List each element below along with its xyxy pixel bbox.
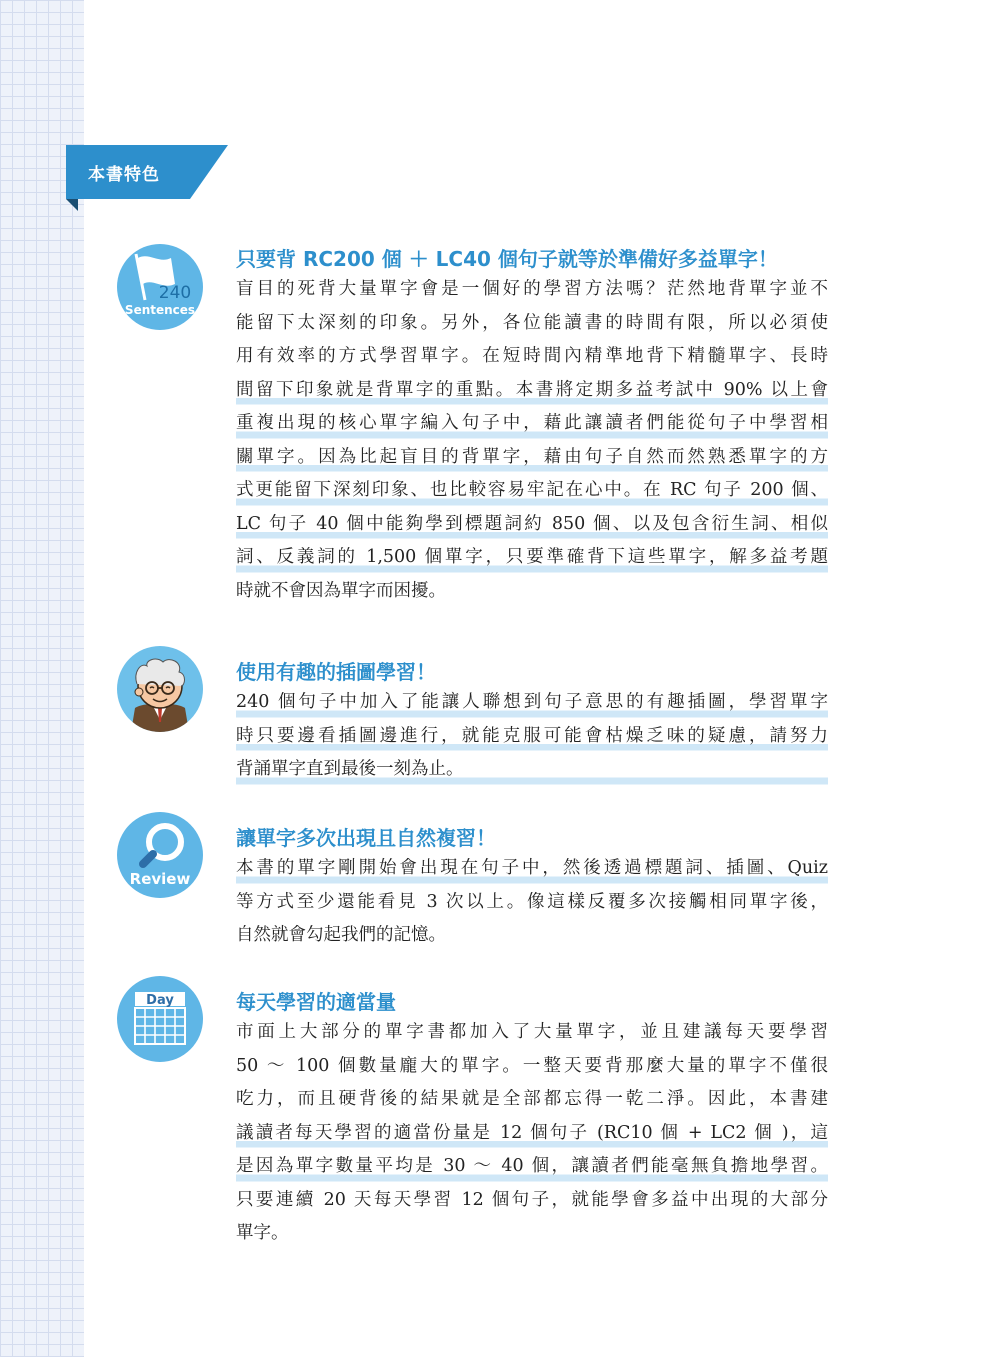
section-body	[236, 852, 828, 953]
body-line: 吃力，而且硬背後的結果就是全部都忘得一乾二淨。因此，本書建	[236, 1089, 828, 1109]
body-line: 只要連續 20 天每天學習 12 個句子，就能學會多益中出現的大部分	[236, 1189, 828, 1210]
body-line: 能留下太深刻的印象。另外，各位能讀書的時間有限，所以必須使	[236, 312, 828, 333]
body-line-highlighted: 重複出現的核心單字編入句子中，藉此讓讀者們能從句子中學習相	[236, 407, 828, 441]
body-line-highlighted: 是因為單字數量平均是 30 ～ 40 個，讓讀者們能毫無負擔地學習。	[236, 1150, 828, 1184]
body-line-highlighted: 時只要邊看插圖邊進行，就能克服可能會枯燥乏味的疑慮，請努力	[236, 720, 828, 754]
magnifier-icon	[117, 812, 203, 898]
icon-caption: Day	[146, 993, 174, 1008]
tab-label: 本書特色	[88, 165, 160, 185]
section-body	[236, 1016, 828, 1251]
body-line: 單字。	[236, 1223, 289, 1243]
icon-number: 240	[158, 283, 192, 303]
body-line-highlighted: 本書的單字剛開始會出現在句子中，然後透過標題詞、插圖、Quiz	[236, 852, 828, 886]
body-line: 時就不會因為單字而困擾。	[236, 580, 446, 601]
body-line: 等方式至少還能看見 3 次以上。像這樣反覆多次接觸相同單字後，	[236, 891, 828, 912]
body-line-highlighted: 間留下印象就是背單字的重點。本書將定期多益考試中 90% 以上會	[236, 374, 828, 408]
body-line-highlighted: 式更能留下深刻印象、也比較容易牢記在心中。在 RC 句子 200 個、	[236, 474, 828, 508]
section-title: 只要背 RC200 個 ＋ LC40 個句子就等於準備好多益單字！	[236, 247, 778, 271]
flag-icon	[117, 244, 203, 330]
icon-caption: Review	[129, 870, 191, 888]
body-line: 用有效率的方式學習單字。在短時間內精準地背下精髓單字、長時	[236, 346, 828, 366]
section-body	[236, 686, 828, 787]
body-line: 盲目的死背大量單字會是一個好的學習方法嗎？茫然地背單字並不	[236, 279, 828, 299]
body-line: 市面上大部分的單字書都加入了大量單字，並且建議每天要學習	[236, 1022, 828, 1042]
body-line-highlighted: 關單字。因為比起盲目的背單字，藉由句子自然而然熟悉單字的方	[236, 441, 828, 475]
body-line: 50 ～ 100 個數量龐大的單字。一整天要背那麼大量的單字不僅很	[236, 1055, 828, 1076]
body-line-highlighted: LC 句子 40 個中能夠學到標題詞約 850 個、以及包含衍生詞、相似	[236, 508, 828, 542]
body-line-highlighted: 議讀者每天學習的適當份量是 12 個句子 (RC10 個 + LC2 個 )，這	[236, 1117, 828, 1151]
body-line-highlighted: 240 個句子中加入了能讓人聯想到句子意思的有趣插圖，學習單字	[236, 686, 828, 720]
calendar-icon	[117, 976, 203, 1062]
body-line: 自然就會勾起我們的記憶。	[236, 925, 446, 945]
section-tab	[66, 145, 228, 199]
body-line-highlighted: 詞、反義詞的 1,500 個單字，只要準確背下這些單字，解多益考題	[236, 541, 828, 575]
icon-caption: Sentences	[124, 303, 196, 317]
body-line-highlighted: 背誦單字直到最後一刻為止。	[236, 753, 828, 787]
section-body	[236, 273, 828, 608]
section-title: 每天學習的適當量	[236, 990, 396, 1014]
old-man-illustration-icon	[117, 646, 203, 732]
section-title: 讓單字多次出現且自然複習！	[236, 826, 496, 850]
section-title: 使用有趣的插圖學習！	[236, 660, 436, 684]
